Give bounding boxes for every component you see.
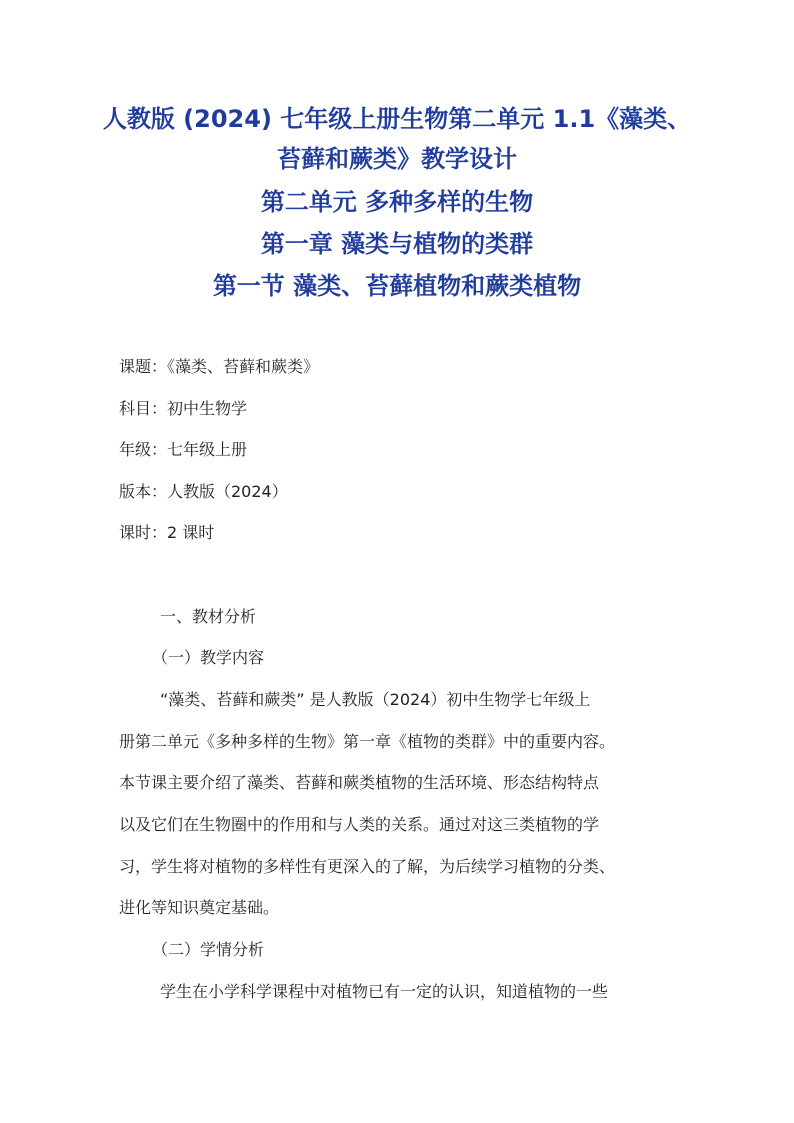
subheading-student-analysis: （二）学情分析 — [152, 940, 265, 959]
section-heading: 第一节 藻类、苔藓植物和蕨类植物 — [212, 272, 582, 300]
unit-heading: 第二单元 多种多样的生物 — [260, 188, 534, 216]
paragraph-1-line-4: 以及它们在生物圈中的作用和与人类的关系。通过对这三类植物的学 — [119, 815, 600, 834]
meta-subject: 科目：初中生物学 — [119, 399, 248, 418]
doc-title-line-1: 人教版 (2024) 七年级上册生物第二单元 1.1《藻类、 — [102, 105, 692, 133]
doc-title-line-2: 苔藓和蕨类》教学设计 — [277, 145, 517, 173]
paragraph-1-line-6: 进化等知识奠定基础。 — [119, 898, 280, 917]
meta-grade: 年级：七年级上册 — [119, 440, 248, 459]
paragraph-1-line-1: “藻类、苔藓和蕨类” 是人教版（2024）初中生物学七年级上 — [160, 690, 591, 709]
subheading-teaching-content: （一）教学内容 — [152, 648, 265, 667]
paragraph-1-line-2: 册第二单元《多种多样的生物》第一章《植物的类群》中的重要内容。 — [119, 732, 616, 751]
section-heading-1: 一、教材分析 — [160, 607, 257, 626]
meta-topic: 课题：《藻类、苔藓和蕨类》 — [119, 357, 320, 376]
paragraph-1-line-5: 习，学生将对植物的多样性有更深入的了解，为后续学习植物的分类、 — [119, 857, 616, 876]
paragraph-2-line-1: 学生在小学科学课程中对植物已有一定的认识，知道植物的一些 — [160, 982, 609, 1001]
paragraph-1-line-3: 本节课主要介绍了藻类、苔藓和蕨类植物的生活环境、形态结构特点 — [119, 773, 600, 792]
meta-edition: 版本：人教版（2024） — [119, 482, 288, 501]
meta-periods: 课时：2 课时 — [119, 523, 215, 542]
chapter-heading: 第一章 藻类与植物的类群 — [260, 230, 534, 258]
